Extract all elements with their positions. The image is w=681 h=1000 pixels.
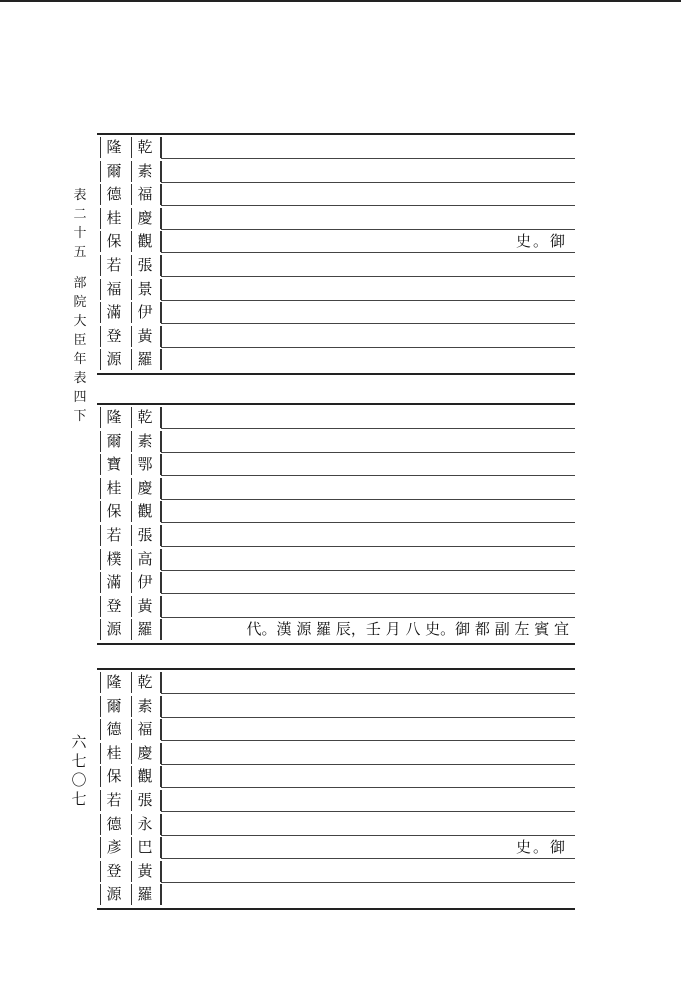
name-char: 乾 — [131, 137, 158, 158]
side-title-char: 四 — [73, 390, 87, 405]
column-divider — [160, 743, 162, 764]
name-char: 觀 — [131, 766, 158, 787]
name-char: 滿 — [100, 302, 127, 323]
column-divider — [160, 255, 162, 276]
table-row — [97, 789, 575, 812]
official-name — [100, 230, 160, 253]
column-divider — [160, 790, 162, 811]
block-top-rule — [97, 668, 575, 670]
name-char: 羅 — [131, 349, 158, 370]
name-char: 登 — [100, 596, 127, 617]
column-divider — [160, 549, 162, 570]
column-divider — [160, 884, 162, 905]
name-char: 黃 — [131, 596, 158, 617]
table-row — [97, 183, 575, 206]
official-name — [100, 789, 160, 812]
name-char: 隆 — [100, 407, 127, 428]
name-char: 桂 — [100, 208, 127, 229]
table-row — [97, 595, 575, 618]
scan-top-border — [0, 0, 681, 2]
official-name — [100, 860, 160, 883]
column-divider — [160, 596, 162, 617]
table-row — [97, 742, 575, 765]
table-row — [97, 813, 575, 836]
table-row — [97, 477, 575, 500]
official-name — [100, 207, 160, 230]
name-char: 樸 — [100, 549, 127, 570]
block-bottom-rule — [97, 373, 575, 375]
column-divider — [160, 161, 162, 182]
name-char: 德 — [100, 184, 127, 205]
name-char: 慶 — [131, 478, 158, 499]
name-char: 張 — [131, 790, 158, 811]
row-note: 史。御 — [515, 838, 567, 857]
page-number-char: 〇 — [71, 771, 87, 789]
official-name — [100, 883, 160, 906]
name-char: 慶 — [131, 743, 158, 764]
official-name — [100, 278, 160, 301]
table-row — [97, 695, 575, 718]
name-char: 乾 — [131, 672, 158, 693]
page-number-char: 七 — [71, 790, 87, 808]
official-name — [100, 477, 160, 500]
name-char: 登 — [100, 861, 127, 882]
name-char: 爾 — [100, 431, 127, 452]
column-divider — [160, 501, 162, 522]
column-divider — [160, 837, 162, 858]
name-char: 德 — [100, 719, 127, 740]
table-row — [97, 836, 575, 859]
official-name — [100, 548, 160, 571]
official-name — [100, 695, 160, 718]
official-name — [100, 160, 160, 183]
name-char: 源 — [100, 884, 127, 905]
official-name — [100, 183, 160, 206]
column-divider — [160, 861, 162, 882]
official-name — [100, 430, 160, 453]
name-char: 保 — [100, 501, 127, 522]
side-title-char: 院 — [73, 295, 87, 310]
name-char: 黃 — [131, 326, 158, 347]
table-row — [97, 230, 575, 253]
name-char: 景 — [131, 279, 158, 300]
table-row — [97, 136, 575, 159]
table-row — [97, 278, 575, 301]
name-char: 源 — [100, 349, 127, 370]
block-bottom-rule — [97, 908, 575, 910]
official-name — [100, 325, 160, 348]
block-bottom-rule — [97, 643, 575, 645]
side-title-char: 二 — [73, 207, 87, 222]
table-row — [97, 524, 575, 547]
table-row — [97, 348, 575, 371]
official-name — [100, 136, 160, 159]
name-char: 寶 — [100, 454, 127, 475]
table-row — [97, 207, 575, 230]
column-divider — [160, 302, 162, 323]
side-title-char: 五 — [73, 245, 87, 260]
name-char: 素 — [131, 431, 158, 452]
column-divider — [160, 478, 162, 499]
name-char: 保 — [100, 766, 127, 787]
page-number-char: 七 — [71, 752, 87, 770]
name-char: 巴 — [131, 837, 158, 858]
official-name — [100, 718, 160, 741]
table-row — [97, 548, 575, 571]
name-char: 隆 — [100, 672, 127, 693]
name-char: 爾 — [100, 696, 127, 717]
name-char: 伊 — [131, 302, 158, 323]
official-name — [100, 500, 160, 523]
official-name — [100, 453, 160, 476]
name-char: 羅 — [131, 619, 158, 640]
table-row — [97, 254, 575, 277]
column-divider — [160, 619, 162, 640]
table-row — [97, 718, 575, 741]
official-name — [100, 301, 160, 324]
name-char: 高 — [131, 549, 158, 570]
block-top-rule — [97, 403, 575, 405]
table-row — [97, 301, 575, 324]
name-char: 爾 — [100, 161, 127, 182]
column-divider — [160, 719, 162, 740]
name-char: 觀 — [131, 231, 158, 252]
official-name — [100, 618, 160, 641]
side-title-char: 大 — [73, 314, 87, 329]
table-row — [97, 860, 575, 883]
name-char: 福 — [100, 279, 127, 300]
official-name — [100, 836, 160, 859]
name-char: 滿 — [100, 572, 127, 593]
table-row — [97, 406, 575, 429]
side-title-char: 年 — [73, 352, 87, 367]
official-name — [100, 571, 160, 594]
official-name — [100, 254, 160, 277]
official-name — [100, 595, 160, 618]
name-char: 桂 — [100, 743, 127, 764]
page-side-title — [70, 186, 90, 426]
table-row — [97, 765, 575, 788]
name-char: 桂 — [100, 478, 127, 499]
side-title-char: 臣 — [73, 333, 87, 348]
name-char: 黃 — [131, 861, 158, 882]
name-char: 素 — [131, 161, 158, 182]
official-name — [100, 813, 160, 836]
name-char: 素 — [131, 696, 158, 717]
name-char: 觀 — [131, 501, 158, 522]
table-row — [97, 671, 575, 694]
name-char: 慶 — [131, 208, 158, 229]
row-note: 代。漢 源 羅 辰，壬 月 八 史。御 都 副 左 賓 宜 — [246, 620, 569, 639]
column-divider — [160, 349, 162, 370]
side-title-char: 十 — [73, 226, 87, 241]
row-note: 史。御 — [515, 232, 567, 251]
name-char: 福 — [131, 719, 158, 740]
side-title-char: 表 — [73, 371, 87, 386]
side-title-char: 部 — [73, 276, 87, 291]
column-divider — [160, 766, 162, 787]
name-char: 伊 — [131, 572, 158, 593]
table-row — [97, 160, 575, 183]
name-char: 羅 — [131, 884, 158, 905]
side-title-char: 下 — [73, 409, 87, 424]
name-char: 登 — [100, 326, 127, 347]
column-divider — [160, 572, 162, 593]
column-divider — [160, 407, 162, 428]
name-char: 張 — [131, 255, 158, 276]
name-char: 永 — [131, 814, 158, 835]
column-divider — [160, 184, 162, 205]
page-number-char: 六 — [71, 733, 87, 751]
name-char: 乾 — [131, 407, 158, 428]
column-divider — [160, 454, 162, 475]
column-divider — [160, 208, 162, 229]
official-name — [100, 406, 160, 429]
table-row — [97, 430, 575, 453]
table-row — [97, 453, 575, 476]
name-char: 隆 — [100, 137, 127, 158]
name-char: 福 — [131, 184, 158, 205]
column-divider — [160, 672, 162, 693]
table-row — [97, 500, 575, 523]
page-number — [68, 733, 90, 809]
column-divider — [160, 231, 162, 252]
official-name — [100, 765, 160, 788]
table-row — [97, 571, 575, 594]
official-name — [100, 524, 160, 547]
table-row — [97, 618, 575, 641]
official-name — [100, 671, 160, 694]
name-char: 若 — [100, 255, 127, 276]
name-char: 若 — [100, 525, 127, 546]
column-divider — [160, 814, 162, 835]
official-name — [100, 742, 160, 765]
name-char: 源 — [100, 619, 127, 640]
column-divider — [160, 525, 162, 546]
column-divider — [160, 431, 162, 452]
table-row — [97, 883, 575, 906]
name-char: 德 — [100, 814, 127, 835]
side-title-char: 表 — [73, 188, 87, 203]
name-char: 若 — [100, 790, 127, 811]
name-char: 彥 — [100, 837, 127, 858]
column-divider — [160, 279, 162, 300]
column-divider — [160, 137, 162, 158]
column-divider — [160, 696, 162, 717]
name-char: 鄂 — [131, 454, 158, 475]
block-top-rule — [97, 133, 575, 135]
official-name — [100, 348, 160, 371]
table-row — [97, 325, 575, 348]
column-divider — [160, 326, 162, 347]
name-char: 保 — [100, 231, 127, 252]
name-char: 張 — [131, 525, 158, 546]
